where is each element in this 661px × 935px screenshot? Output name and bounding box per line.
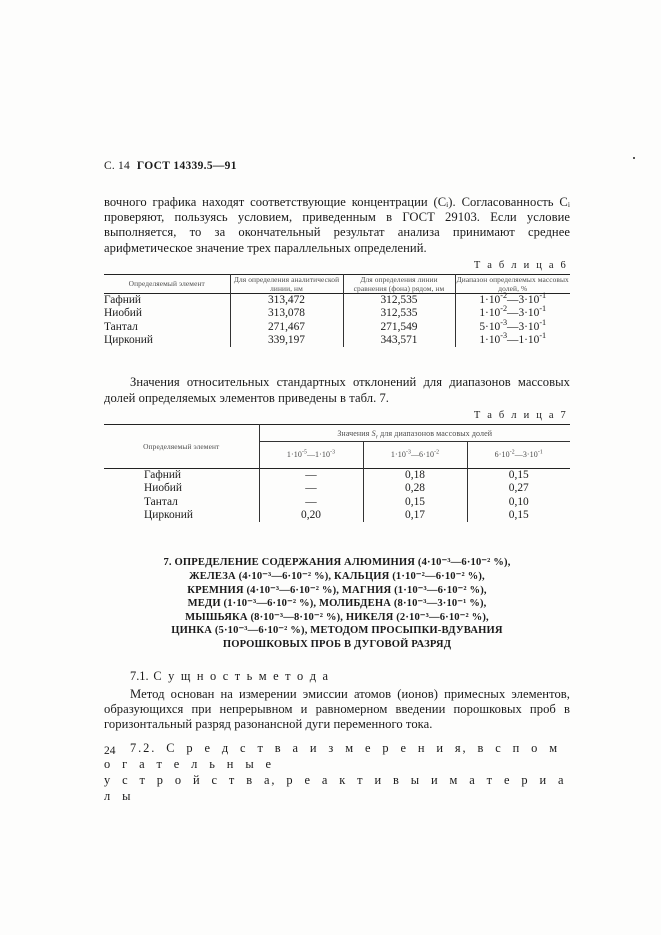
header-standard-number: ГОСТ 14339.5—91	[136, 160, 237, 172]
table6-cell-analytic: 271,467	[230, 321, 343, 334]
table-row	[104, 468, 570, 482]
section-7-heading-line-2: ЖЕЛЕЗА (4·10⁻³—6·10⁻² %), КАЛЬЦИЯ (1·10⁻²—6·10⁻² %),	[189, 571, 485, 583]
table7-cell-v3: 0,27	[467, 482, 570, 495]
table6-header-range: Диапазон определяемых массовых долей, %	[456, 274, 569, 293]
scan-artifact-dot	[633, 157, 635, 159]
table7-cell-v1: —	[259, 496, 363, 509]
table6-cell-analytic: 339,197	[230, 334, 343, 347]
paragraph-continuation: вочного графика находят соответствующие концентрации (Cᵢ). Согласованность Cᵢ проверяют, пользуясь условием, приведенным в ГОСТ 29103. Если условие выполняется, то за окончательный результат анализа принимают среднее арифметическое значение трех параллельных определений.	[104, 195, 570, 255]
table7-body	[104, 468, 570, 522]
table6-cell-element: Тантал	[104, 320, 138, 333]
section-7-1-title: С у щ н о с т ь м е т о д а	[153, 668, 330, 683]
table6-header-element: Определяемый элемент	[128, 279, 205, 289]
section-7-2-title-line-2: у с т р о й с т в а, р е а к т и в ы и м а т е р и а л ы	[104, 773, 566, 804]
section-7-heading-line-5: МЫШЬЯКА (8·10⁻³—8·10⁻² %), НИКЕЛЯ (2·10⁻³—6·10⁻² %),	[185, 611, 489, 623]
section-7-heading-line-1: 7. ОПРЕДЕЛЕНИЕ СОДЕРЖАНИЯ АЛЮМИНИЯ (4·10⁻³—6·10⁻² %),	[163, 557, 511, 569]
table-6	[104, 274, 570, 348]
table6-cell-range: $1\cdot 10^{-2}—3\cdot 10^{-1}$	[455, 293, 570, 307]
table7-head	[104, 424, 570, 468]
table-row	[104, 509, 570, 522]
table6-cell-range: $1\cdot 10^{-3}—1\cdot 10^{-1}$	[455, 334, 570, 347]
table7-cell-v2: 0,18	[363, 468, 467, 482]
table6-header-reference-line: Для определения линии сравнения (фона) рядом, нм	[343, 274, 455, 293]
section-7-heading-line-3: КРЕМНИЯ (4·10⁻³—6·10⁻² %), МАГНИЯ (1·10⁻³—6·10⁻² %),	[187, 584, 487, 596]
table6-cell-reference: 271,549	[343, 321, 455, 334]
table6-cell-reference: 312,535	[343, 293, 455, 307]
table7-cell-element: Тантал	[144, 495, 178, 508]
table7-header-range-1: $1\cdot 10^{-5}—1\cdot 10^{-3}$	[259, 441, 363, 468]
table6-caption: Т а б л и ц а 6	[473, 259, 568, 271]
table7-caption: Т а б л и ц а 7	[473, 409, 568, 421]
table7-cell-element: Гафний	[144, 468, 182, 481]
table6-cell-range: $1\cdot 10^{-2}—3\cdot 10^{-1}$	[455, 307, 570, 320]
table6-cell-element: Ниобий	[104, 307, 143, 320]
table7-header-range-3: $6\cdot 10^{-2}—3\cdot 10^{-1}$	[467, 441, 570, 468]
table7-header-sr-span: Значения $S_r$ для диапазонов массовых долей	[259, 424, 570, 441]
section-7-2-heading-cont	[104, 772, 570, 804]
table7-cell-v3: 0,10	[467, 496, 570, 509]
running-header	[104, 160, 570, 172]
section-7-heading	[104, 556, 570, 651]
table6-cell-analytic: 313,472	[230, 293, 343, 307]
section-7-2-title-line-1: С р е д с т в а и з м е р е н и я, в с п о м о г а т е л ь н ы е	[104, 741, 560, 772]
table7-header-range-2: $1\cdot 10^{-3}—6\cdot 10^{-2}$	[363, 441, 467, 468]
table6-cell-element: Гафний	[104, 293, 142, 306]
table7-cell-v3: 0,15	[467, 509, 570, 522]
table7-cell-v2: 0,15	[363, 496, 467, 509]
section-7-heading-line-6: ЦИНКА (5·10⁻³—6·10⁻² %), МЕТОДОМ ПРОСЫПКИ-ВДУВАНИЯ	[171, 625, 503, 637]
table6-header-analytic-line: Для определения аналитической линии, нм	[230, 274, 343, 293]
page-content	[104, 160, 570, 804]
header-page-label: С. 14	[104, 160, 130, 172]
paragraph-table7-intro: Значения относительных стандартных отклонений для диапазонов массовых долей определяемых элементов приведены в табл. 7.	[104, 375, 570, 405]
section-7-heading-line-4: МЕДИ (1·10⁻³—6·10⁻² %), МОЛИБДЕНА (8·10⁻³—3·10⁻¹ %),	[187, 598, 487, 610]
table7-cell-v1: 0,20	[259, 509, 363, 522]
table7-cell-element: Цирконий	[144, 509, 193, 522]
table6-cell-reference: 312,535	[343, 307, 455, 320]
table7-cell-element: Ниобий	[144, 482, 183, 495]
table6-cell-analytic: 313,078	[230, 307, 343, 320]
section-7-heading-line-7: ПОРОШКОВЫХ ПРОБ В ДУГОВОЙ РАЗРЯД	[222, 639, 452, 651]
table7-cell-v1: —	[259, 482, 363, 495]
table-row	[104, 496, 570, 509]
table-7	[104, 424, 570, 523]
table-row	[104, 334, 570, 347]
footer-page-number: 24	[104, 745, 116, 757]
table7-cell-v2: 0,28	[363, 482, 467, 495]
table7-cell-v3: 0,15	[467, 468, 570, 482]
table7-cell-v2: 0,17	[363, 509, 467, 522]
table-row	[104, 482, 570, 495]
section-7-2-number: 7.2.	[130, 741, 157, 756]
table6-cell-reference: 343,571	[343, 334, 455, 347]
section-7-1-text: Метод основан на измерении эмиссии атомов (ионов) примесных элементов, образующихся при непрерывном и равномерном введении порошковых проб в горизонтальный разряд разонансной дуги переменного тока.	[104, 686, 570, 732]
section-7-1-number: 7.1.	[130, 668, 149, 683]
table6-cell-range: $5\cdot 10^{-3}—3\cdot 10^{-1}$	[455, 321, 570, 334]
table6-body	[104, 293, 570, 347]
table7-span-header-row	[104, 424, 570, 441]
table7-header-element: Определяемый элемент	[143, 441, 220, 451]
section-7-1-heading	[104, 669, 570, 684]
table6-cell-element: Цирконий	[104, 334, 153, 347]
table7-cell-v1: —	[259, 468, 363, 482]
section-7-2-heading	[104, 740, 570, 772]
